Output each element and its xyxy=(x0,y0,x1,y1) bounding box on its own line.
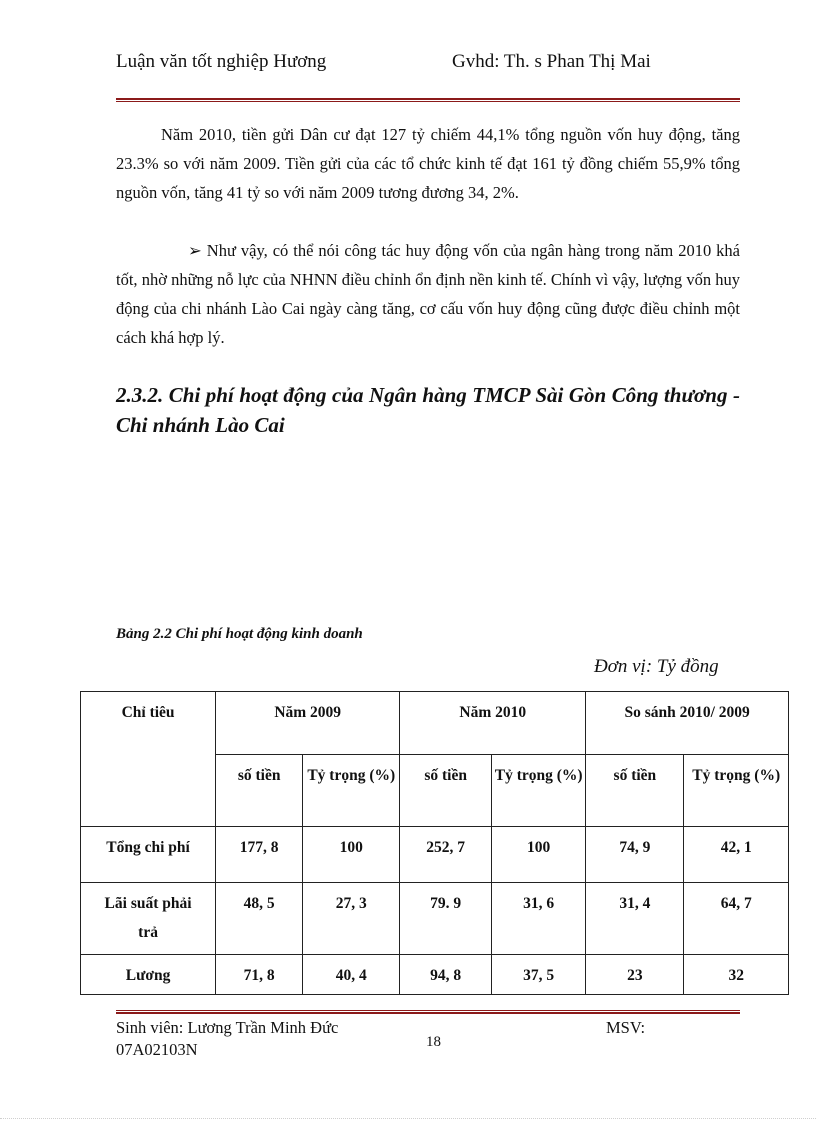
subheader-cell: Tỷ trọng (%) xyxy=(684,755,789,827)
operating-cost-table xyxy=(80,691,789,995)
table-row xyxy=(81,955,789,995)
table-cell: 79. 9 xyxy=(400,883,492,955)
table-cell: 100 xyxy=(492,827,586,883)
subheader-cell: số tiền xyxy=(216,755,303,827)
row-label: Lương xyxy=(81,955,216,995)
table-cell: 27, 3 xyxy=(303,883,400,955)
row-label: Tổng chi phí xyxy=(81,827,216,883)
table-cell: 31, 4 xyxy=(586,883,684,955)
header-group-compare: So sánh 2010/ 2009 xyxy=(586,692,789,755)
header-thesis-title: Luận văn tốt nghiệp Hương xyxy=(116,51,327,72)
table-row xyxy=(81,883,789,955)
table-cell: 100 xyxy=(303,827,400,883)
table-cell: 40, 4 xyxy=(303,955,400,995)
table-cell: 252, 7 xyxy=(400,827,492,883)
table-cell: 64, 7 xyxy=(684,883,789,955)
table-unit: Đơn vị: Tỷ đồng xyxy=(594,656,719,677)
footer-rule xyxy=(116,1010,740,1015)
table-cell: 94, 8 xyxy=(400,955,492,995)
subheader-cell: số tiền xyxy=(400,755,492,827)
footer-student-id: MSV: xyxy=(606,1018,646,1037)
subheader-cell: số tiền xyxy=(586,755,684,827)
section-title: 2.3.2. Chi phí hoạt động của Ngân hàng TMCP Sài Gòn Công thương - Chi nhánh Lào Cai xyxy=(116,383,740,437)
paragraph-conclusion-text: Như vậy, có thể nói công tác huy động vốn của ngân hàng trong năm 2010 khá tốt, nhờ những nỗ lực của NHNN điều chỉnh ổn định nền kinh tế. Chính vì vậy, lượng vốn huy động của chi nhánh Lào Cai ngày càng tăng, cơ cấu vốn huy động cũng được điều chỉnh một cách khá hợp lý. xyxy=(116,241,740,347)
header-corner: Chỉ tiêu xyxy=(81,692,216,827)
row-label: Lãi suất phải trả xyxy=(81,883,216,955)
table-cell: 31, 6 xyxy=(492,883,586,955)
header-rule xyxy=(116,98,740,103)
footer-student: Sinh viên: Lương Trần Minh Đức 07A02103N xyxy=(116,1018,339,1059)
header-advisor: Gvhd: Th. s Phan Thị Mai xyxy=(452,51,651,72)
table-cell: 48, 5 xyxy=(216,883,303,955)
header-group-2009: Năm 2009 xyxy=(216,692,400,755)
table-cell: 23 xyxy=(586,955,684,995)
table-cell: 32 xyxy=(684,955,789,995)
subheader-cell: Tỷ trọng (%) xyxy=(303,755,400,827)
table-cell: 74, 9 xyxy=(586,827,684,883)
table-caption: Bảng 2.2 Chi phí hoạt động kinh doanh xyxy=(116,626,363,642)
paragraph-deposits: Năm 2010, tiền gửi Dân cư đạt 127 tỷ chiếm 44,1% tổng nguồn vốn huy động, tăng 23.3% so với năm 2009. Tiền gửi của các tổ chức kinh tế đạt 161 tỷ đồng chiếm 55,9% tổng nguồn vốn, tăng 41 tỷ so với năm 2009 tương đương 34, 2%. xyxy=(116,125,740,202)
table-cell: 177, 8 xyxy=(216,827,303,883)
table-header-row xyxy=(81,692,789,755)
table-row xyxy=(81,827,789,883)
header-group-2010: Năm 2010 xyxy=(400,692,586,755)
table-cell: 71, 8 xyxy=(216,955,303,995)
bullet-arrow-icon: ➢ xyxy=(188,241,202,260)
page-number: 18 xyxy=(426,1034,441,1050)
subheader-cell: Tỷ trọng (%) xyxy=(492,755,586,827)
table-cell: 42, 1 xyxy=(684,827,789,883)
table-cell: 37, 5 xyxy=(492,955,586,995)
page-edge-divider xyxy=(0,1118,816,1120)
paragraph-conclusion xyxy=(116,236,740,352)
